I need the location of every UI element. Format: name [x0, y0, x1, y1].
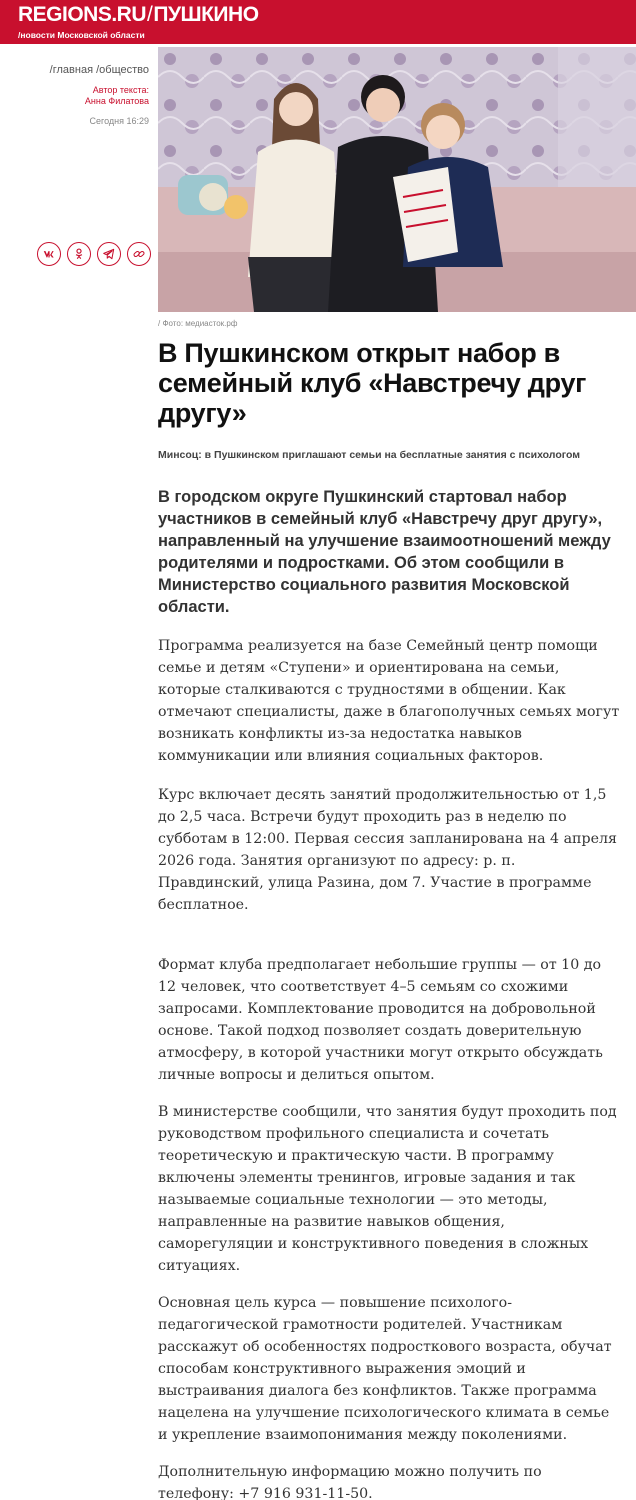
article-paragraph: Курс включает десять занятий продолжительностью от 1,5 до 2,5 часа. Встречи будут проходить раз в неделю по субботам в 12:00. Первая сессия запланирована на 4 апреля 2026 года. Занятия организуют по адресу: р. п. Правдинский, улица Разина, дом 7. Участие в программе бесплатное.	[158, 787, 617, 913]
photo-caption: / Фото: медиасток.рф	[158, 319, 238, 328]
article-photo	[158, 47, 636, 312]
article-paragraph: В министерстве сообщили, что занятия будут проходить под руководством профильного специалиста и сочетать теоретическую и практическую части. В программу включены элементы тренингов, игровые задания и так называемые социальные технологии — это методы, направленные на развитие навыков общения, саморегуляции и конструктивного поведения в сложных ситуациях.	[158, 1104, 617, 1274]
copy-link-button[interactable]	[127, 242, 151, 266]
article-subtitle: Минсоц: в Пушкинском приглашают семьи на бесплатные занятия с психологом	[158, 449, 581, 461]
article-lead: В городском округе Пушкинский стартовал набор участников в семейный клуб «Навстречу друг другу», направленный на улучшение взаимоотношений между родителями и подростками. Об этом сообщили в Министерство социального развития Московской области.	[158, 488, 611, 616]
site-header	[0, 0, 636, 44]
site-logo[interactable]: REGIONS.RU/ПУШКИНО	[18, 3, 259, 26]
ok-icon	[72, 247, 86, 261]
vk-icon	[42, 247, 56, 261]
article-title: В Пушкинском открыт набор в семейный клуб «Навстречу друг другу»	[158, 338, 587, 428]
article-paragraph: Программа реализуется на базе Семейный центр помощи семье и детям «Ступени» и ориентирована на семьи, которые сталкиваются с трудностями в общении. Как отмечают специалисты, даже в благополучных семьях могут возникать конфликты из-за недостатка навыков коммуникации или влияния социальных факторов.	[158, 638, 620, 764]
article-paragraph: Основная цель курса — повышение психолого-педагогической грамотности родителей. Участникам расскажут об особенностях подросткового возраста, обучат способам конструктивного выражения эмоций и выстраивания диалога без конфликтов. Также программа нацелена на улучшение психологического климата в семье и укрепление взаимопонимания между поколениями.	[158, 1295, 612, 1443]
link-icon	[132, 247, 146, 261]
share-buttons	[37, 242, 151, 266]
author-name[interactable]: Анна Филатова	[84, 96, 149, 106]
telegram-icon	[102, 247, 116, 261]
article-paragraph: Дополнительную информацию можно получить по телефону: +7 916 931-11-50.	[158, 1464, 542, 1500]
breadcrumb-home-link[interactable]: /главная	[49, 64, 94, 76]
site-subtitle[interactable]: /новости Московской области	[18, 30, 145, 40]
publish-date: Сегодня 16:29	[89, 116, 149, 126]
share-telegram-button[interactable]	[97, 242, 121, 266]
author-label: Автор текста:	[92, 85, 149, 95]
share-ok-button[interactable]	[67, 242, 91, 266]
article-body	[158, 338, 620, 1500]
article-paragraph: Формат клуба предполагает небольшие группы — от 10 до 12 человек, что соответствует 4–5 семьям со схожими запросами. Комплектование проводится на добровольной основе. Такой подход позволяет создать доверительную атмосферу, в которой участники могут открыто обсуждать личные вопросы и делиться опытом.	[158, 957, 603, 1083]
family-photo-illustration	[158, 47, 636, 312]
breadcrumb	[50, 64, 149, 76]
breadcrumb-section-link[interactable]: /общество	[96, 64, 149, 76]
share-vk-button[interactable]	[37, 242, 61, 266]
